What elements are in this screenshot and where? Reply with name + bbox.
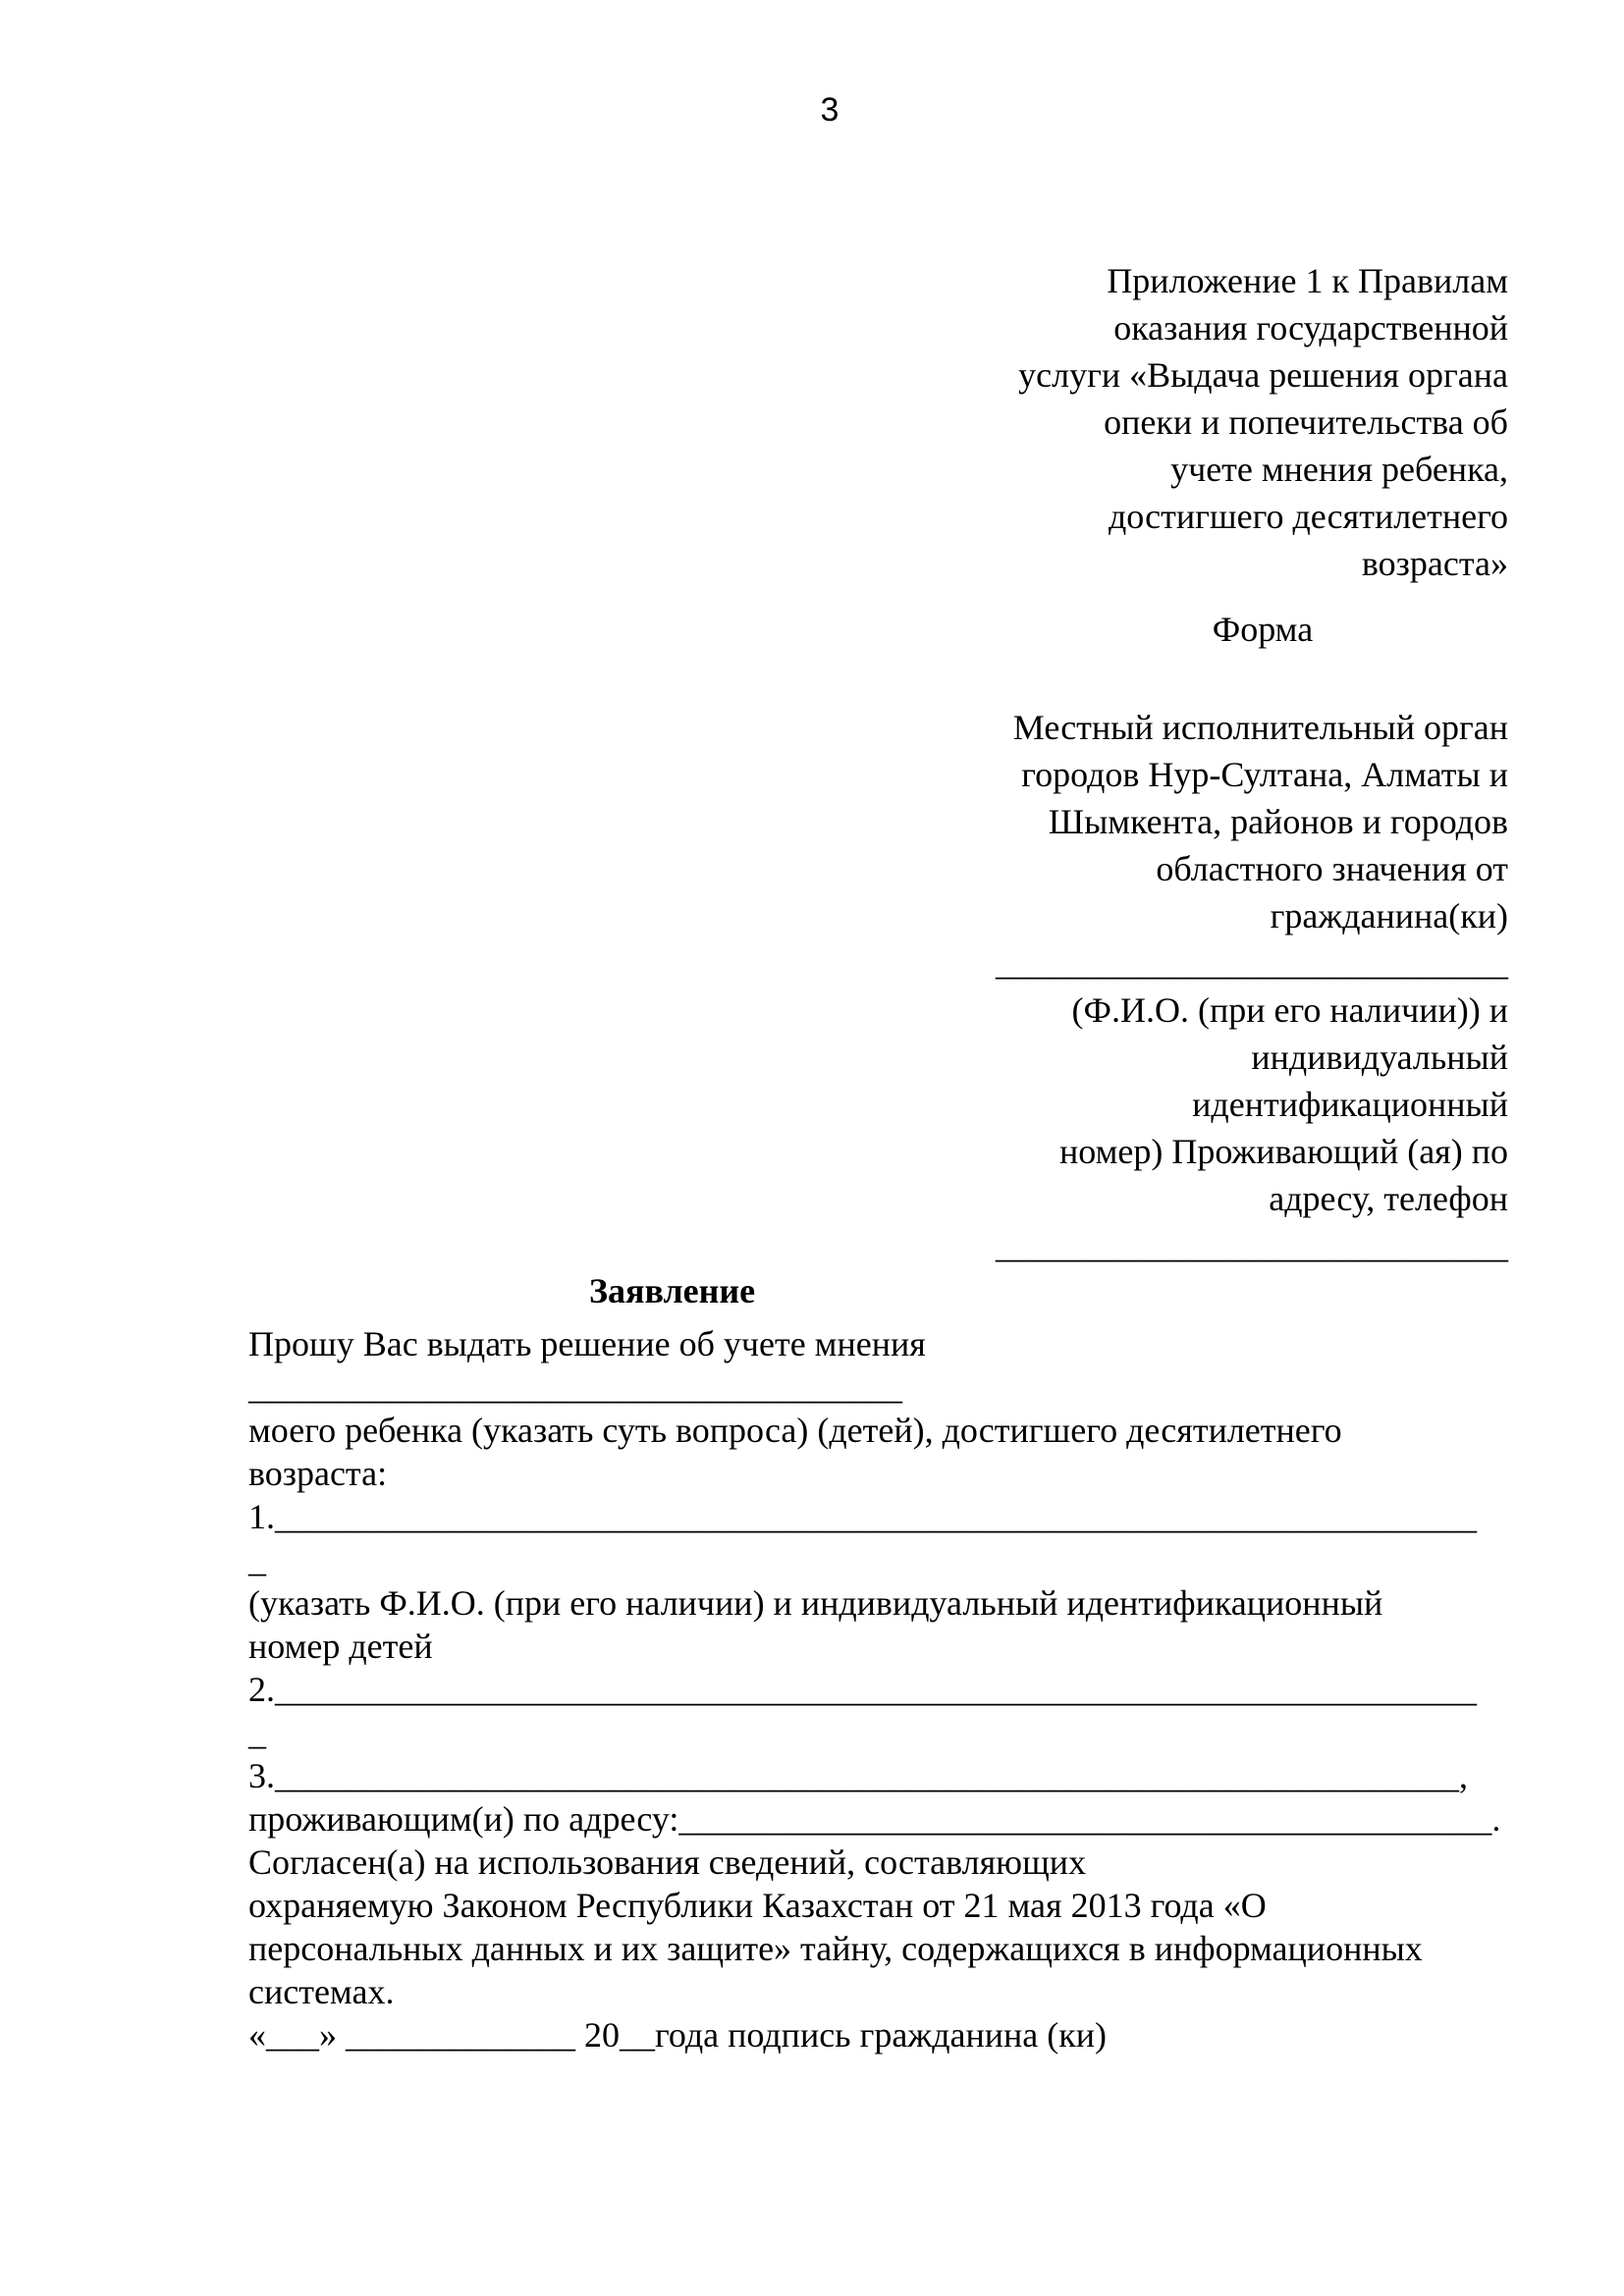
date-signature-line: «___» _____________ 20__года подпись гражданина (ки) bbox=[248, 2015, 1108, 2055]
applicant-hint-line: идентификационный bbox=[1192, 1085, 1508, 1124]
appendix-reference-block bbox=[919, 257, 1508, 587]
consent-line: персональных данных и их защите» тайну, содержащихся в информационных bbox=[248, 1929, 1423, 1968]
appendix-line: достигшего десятилетнего bbox=[1108, 497, 1508, 536]
applicant-hint-line: (Ф.И.О. (при его наличии)) и bbox=[1071, 990, 1508, 1030]
applicant-hint-line: адресу, телефон bbox=[1269, 1179, 1508, 1218]
appendix-line: Приложение 1 к Правилам bbox=[1107, 261, 1508, 300]
appendix-line: возраста» bbox=[1361, 544, 1508, 583]
child-item-2-line: 2.____________________________________________________________________ bbox=[248, 1670, 1477, 1709]
fill-in-line-opinion: _____________________________________ bbox=[248, 1367, 902, 1407]
subject-line: моего ребенка (указать суть вопроса) (детей), достигшего десятилетнего bbox=[248, 1411, 1342, 1450]
form-label: Форма bbox=[1212, 610, 1314, 649]
recipient-line: областного значения от bbox=[1156, 849, 1508, 888]
stray-underscore: _ bbox=[248, 1540, 266, 1579]
application-title: Заявление bbox=[589, 1271, 756, 1310]
applicant-hint-line: номер) Проживающий (ая) по bbox=[1059, 1132, 1508, 1171]
applicant-hint-block bbox=[919, 987, 1508, 1222]
page-number: 3 bbox=[820, 91, 839, 129]
stray-underscore: _ bbox=[248, 1713, 266, 1752]
consent-line: Согласен(а) на использования сведений, составляющих bbox=[248, 1842, 1087, 1882]
recipient-line: гражданина(ки) bbox=[1270, 896, 1508, 935]
subject-line: возраста: bbox=[248, 1454, 388, 1493]
recipient-line: Шымкента, районов и городов bbox=[1048, 802, 1508, 841]
request-line: Прошу Вас выдать решение об учете мнения bbox=[248, 1324, 926, 1363]
recipient-line: Местный исполнительный орган bbox=[1012, 708, 1508, 747]
application-body bbox=[248, 1269, 1515, 2056]
consent-line: системах. bbox=[248, 1972, 395, 2011]
recipient-line: городов Нур-Султана, Алматы и bbox=[1021, 755, 1508, 794]
fill-in-line-applicant-name: _____________________________ bbox=[996, 943, 1508, 983]
recipient-block bbox=[919, 704, 1508, 939]
applicant-hint-line: индивидуальный bbox=[1251, 1038, 1508, 1077]
consent-line: охраняемую Законом Республики Казахстан от 21 мая 2013 года «О bbox=[248, 1886, 1267, 1925]
fill-in-line-applicant-address: _____________________________ bbox=[996, 1226, 1508, 1265]
appendix-line: опеки и попечительства об bbox=[1104, 402, 1508, 442]
children-hint-line: номер детей bbox=[248, 1627, 433, 1666]
address-fill-in-line: проживающим(и) по адресу:______________________________________________. bbox=[248, 1799, 1501, 1839]
child-item-3-line: 3.___________________________________________________________________, bbox=[248, 1756, 1468, 1795]
child-item-1-line: 1.____________________________________________________________________ bbox=[248, 1497, 1477, 1536]
appendix-line: услуги «Выдача решения органа bbox=[1018, 355, 1508, 395]
appendix-line: оказания государственной bbox=[1113, 308, 1508, 347]
children-hint-line: (указать Ф.И.О. (при его наличии) и индивидуальный идентификационный bbox=[248, 1583, 1383, 1623]
appendix-line: учете мнения ребенка, bbox=[1170, 450, 1508, 489]
